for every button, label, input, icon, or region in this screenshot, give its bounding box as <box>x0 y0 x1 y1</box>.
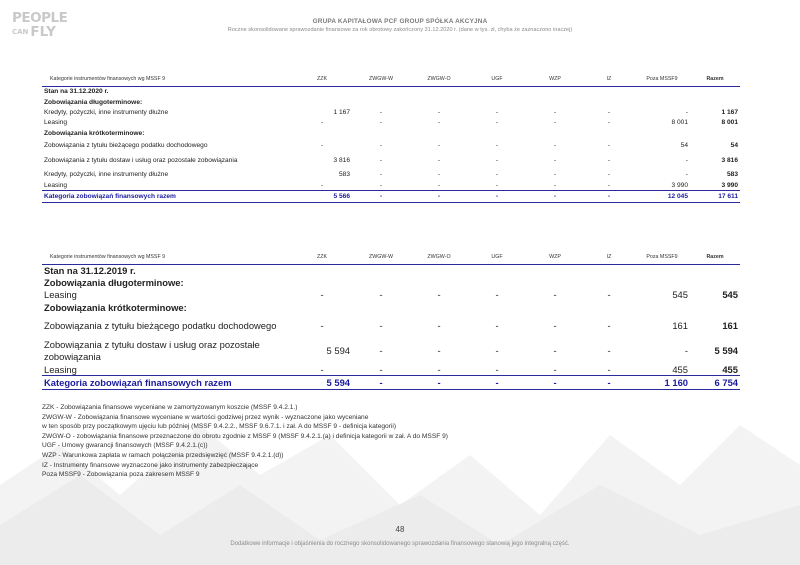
row-label: Leasing <box>44 363 77 375</box>
cell-total: 3 990 <box>721 181 738 189</box>
cell-ugf: - <box>495 171 499 179</box>
cell-zzk: 5 594 <box>292 376 352 389</box>
cell-zwgw-w: - <box>352 191 410 202</box>
row-label: Zobowiązania z tytułu bieżącego podatku dochodowego <box>44 319 277 331</box>
cell-zwgw-o: - <box>437 108 441 116</box>
cell-ugf: - <box>495 141 499 149</box>
cell-wzp: - <box>553 157 557 165</box>
cell-zzk: - <box>320 181 324 189</box>
cell-poza: 3 990 <box>671 181 688 189</box>
cell-poza: 54 <box>680 141 688 149</box>
cell-iz: - <box>584 191 634 202</box>
row-label: Zobowiązania z tytułu dostaw i usług oraz pozostałe zobowiązania <box>44 156 238 164</box>
row-label: Leasing <box>44 119 68 127</box>
header-cell: Poza MSSF9 <box>634 72 690 86</box>
cell-zwgw-o: - <box>437 289 441 301</box>
cell-iz: - <box>607 108 611 116</box>
cell-poza: - <box>684 345 688 357</box>
cell-iz: - <box>607 171 611 179</box>
table-row <box>42 138 740 152</box>
cell-iz: - <box>607 181 611 189</box>
section-label: Zobowiązania długoterminowe: <box>44 277 184 289</box>
cell-wzp: - <box>553 289 557 301</box>
cell-wzp: - <box>553 119 557 127</box>
company-name: GRUPA KAPITAŁOWA PCF GROUP SPÓŁKA AKCYJNA <box>312 18 488 25</box>
cell-wzp: - <box>553 345 557 357</box>
cell-zwgw-w: - <box>379 108 383 116</box>
header-cell: ZWGW-W <box>352 251 410 264</box>
row-label: Kredyty, pożyczki, inne instrumenty dłużne <box>44 171 169 179</box>
cell-wzp: - <box>526 376 584 389</box>
cell-zzk: 583 <box>338 171 350 179</box>
cell-zwgw-o: - <box>410 191 468 202</box>
cell-ugf: - <box>495 289 499 301</box>
cell-total: 5 594 <box>714 345 738 357</box>
cell-zwgw-o: - <box>437 119 441 127</box>
liabilities-table-2020 <box>42 72 740 203</box>
row-label: Kredyty, pożyczki, inne instrumenty dłużne <box>44 108 169 116</box>
cell-poza: 8 001 <box>671 119 688 127</box>
cell-zwgw-w: - <box>352 376 410 389</box>
cell-zwgw-o: - <box>437 181 441 189</box>
report-subtitle: Roczne skonsolidowane sprawozdanie finansowe za rok obrotowy zakończony 31.12.2020 r. (dane w tys. zł, chyba że zaznaczono inaczej) <box>227 27 573 33</box>
header-cell: ZWGW-O <box>410 251 468 264</box>
cell-iz: - <box>607 345 611 357</box>
cell-iz: - <box>607 119 611 127</box>
logo-line-1: PEOPLE <box>12 10 68 26</box>
cell-ugf: - <box>495 320 499 332</box>
cell-zwgw-o: - <box>437 320 441 332</box>
cell-zwgw-w: - <box>379 171 383 179</box>
cell-poza: - <box>685 108 688 116</box>
row-label: Leasing <box>44 181 68 189</box>
header-cell: IZ <box>584 251 634 264</box>
logo-line-3: FLY <box>30 24 56 40</box>
cell-zwgw-w: - <box>379 320 383 332</box>
cell-ugf: - <box>495 157 499 165</box>
cell-wzp: - <box>553 171 557 179</box>
cell-zzk: 3 816 <box>333 157 350 165</box>
cell-wzp: - <box>553 363 557 375</box>
cell-zzk: - <box>320 119 324 127</box>
header-cell: WZP <box>526 251 584 264</box>
legend-item: WZP - Warunkowa zapłata w ramach połączenia przedsięwzięć (MSSF 9.4.2.1.(d)) <box>42 451 284 459</box>
cell-total: 583 <box>726 171 738 179</box>
cell-iz: - <box>607 141 611 149</box>
cell-total: 455 <box>722 363 738 375</box>
legend-item: IZ - Instrumenty finansowe wyznaczone jako instrumenty zabezpieczające <box>42 461 259 469</box>
cell-zzk: 1 167 <box>333 108 350 116</box>
cell-zwgw-w: - <box>379 141 383 149</box>
cell-poza: 545 <box>672 289 688 301</box>
table-header-row <box>42 72 740 86</box>
cell-zwgw-o: - <box>437 157 441 165</box>
header-cell: ZZK <box>292 251 352 264</box>
header-cell: ZWGW-O <box>410 72 468 86</box>
header-cell: Poza MSSF9 <box>634 251 690 264</box>
cell-wzp: - <box>553 108 557 116</box>
cell-zwgw-w: - <box>379 363 383 375</box>
cell-zwgw-w: - <box>379 157 383 165</box>
cell-ugf: - <box>495 181 499 189</box>
cell-iz: - <box>607 363 611 375</box>
cell-iz: - <box>584 376 634 389</box>
cell-poza: 1 160 <box>634 376 690 389</box>
cell-total: 161 <box>722 320 738 332</box>
table-row <box>42 152 740 169</box>
cell-ugf: - <box>468 376 526 389</box>
section-label: Zobowiązania krótkoterminowe: <box>44 129 145 137</box>
page-number: 48 <box>395 525 405 534</box>
total-row <box>42 376 740 389</box>
total-label: Kategoria zobowiązań finansowych razem <box>42 376 292 389</box>
logo-line-2: CAN <box>12 28 29 36</box>
cell-total: 8 001 <box>721 119 738 127</box>
page-footer: Dodatkowe informacje i objaśnienia do rocznego skonsolidowanego sprawozdania finansowego stanowią jego integralną część. <box>230 541 570 547</box>
legend-item: w ten sposób przy początkowym ujęciu lub później (MSSF 9.4.2.2., MSSF 9.6.7.1. i zał. A do MSSF 9 - definicja kategorii) <box>42 423 397 431</box>
row-label: Zobowiązania z tytułu bieżącego podatku dochodowego <box>44 141 208 149</box>
cell-zwgw-w: - <box>379 181 383 189</box>
cell-wzp: - <box>526 191 584 202</box>
legend-item: UGF - Umowy gwarancji finansowych (MSSF 9.4.2.1.(c)) <box>42 442 208 450</box>
cell-total: 6 754 <box>690 376 740 389</box>
page-header <box>0 18 800 33</box>
header-cell: Kategorie instrumentów finansowych wg MSSF 9 <box>42 72 292 86</box>
table-row <box>42 313 740 338</box>
cell-poza: - <box>685 157 688 165</box>
cell-poza: 161 <box>672 320 688 332</box>
state-label: Stan na 31.12.2019 r. <box>44 265 136 277</box>
cell-wzp: - <box>553 141 557 149</box>
cell-iz: - <box>607 289 611 301</box>
total-label: Kategoria zobowiązań finansowych razem <box>42 191 292 202</box>
legend-item: Poza MSSF9 - Zobowiązania poza zakresem MSSF 9 <box>42 471 200 479</box>
header-cell: Razem <box>690 72 740 86</box>
cell-poza: - <box>685 171 688 179</box>
cell-zwgw-o: - <box>410 376 468 389</box>
section-label: Zobowiązania krótkoterminowe: <box>44 301 187 313</box>
table-header-row <box>42 251 740 264</box>
cell-zwgw-o: - <box>437 141 441 149</box>
cell-ugf: - <box>495 345 499 357</box>
cell-wzp: - <box>553 320 557 332</box>
table-row <box>42 107 740 117</box>
table-row <box>42 118 740 128</box>
cell-ugf: - <box>495 363 499 375</box>
table-row <box>42 289 740 301</box>
header-cell: Razem <box>690 251 740 264</box>
liabilities-table-2019 <box>42 251 740 390</box>
table-row <box>42 338 740 363</box>
cell-iz: - <box>607 157 611 165</box>
header-cell: ZWGW-W <box>352 72 410 86</box>
cell-wzp: - <box>553 181 557 189</box>
legend-item: ZZK - Zobowiązania finansowe wyceniane w zamortyzowanym koszcie (MSSF 9.4.2.1.) <box>42 404 298 411</box>
header-cell: IZ <box>584 72 634 86</box>
cell-total: 17 611 <box>690 191 740 202</box>
state-label: Stan na 31.12.2020 r. <box>44 88 109 96</box>
row-label: Leasing <box>44 289 77 301</box>
header-cell: ZZK <box>292 72 352 86</box>
cell-zwgw-o: - <box>437 171 441 179</box>
cell-total: 54 <box>730 141 738 149</box>
header-cell: UGF <box>468 251 526 264</box>
cell-zwgw-w: - <box>379 289 383 301</box>
cell-total: 3 816 <box>721 157 738 165</box>
row-label: Zobowiązania z tytułu dostaw i usług oraz pozostałe zobowiązania <box>44 338 260 362</box>
table-row <box>42 180 740 191</box>
header-cell: WZP <box>526 72 584 86</box>
cell-total: 545 <box>722 289 738 301</box>
cell-iz: - <box>607 320 611 332</box>
cell-zwgw-w: - <box>379 345 383 357</box>
table-row <box>42 363 740 376</box>
legend-item: ZWGW-W - Zobowiązania finansowe wyceniane w wartości godziwej przez wynik - wyznaczone jako wyceniane <box>42 413 369 421</box>
cell-zzk: - <box>320 289 324 301</box>
cell-zzk: - <box>320 320 324 332</box>
cell-poza: 455 <box>672 363 688 375</box>
cell-zzk: - <box>320 141 324 149</box>
legend-item: ZWGW-O - zobowiązania finansowe przeznaczone do obrotu zgodnie z MSSF 9 (MSSF 9.4.2.1.(a) i definicja kategorii w zał. A do MSSF 9) <box>42 432 448 440</box>
cell-ugf: - <box>468 191 526 202</box>
header-cell: UGF <box>468 72 526 86</box>
cell-total: 1 167 <box>721 108 738 116</box>
cell-zzk: - <box>320 363 324 375</box>
total-row <box>42 191 740 202</box>
cell-ugf: - <box>495 119 499 127</box>
cell-ugf: - <box>495 108 499 116</box>
abbreviations-legend <box>42 403 448 480</box>
header-cell: Kategorie instrumentów finansowych wg MSSF 9 <box>42 251 292 264</box>
cell-zzk: 5 566 <box>292 191 352 202</box>
cell-zwgw-o: - <box>437 345 441 357</box>
cell-zzk: 5 594 <box>326 345 350 357</box>
cell-zwgw-o: - <box>437 363 441 375</box>
table-row <box>42 169 740 179</box>
cell-zwgw-w: - <box>379 119 383 127</box>
section-label: Zobowiązania długoterminowe: <box>44 98 143 106</box>
cell-poza: 12 045 <box>634 191 690 202</box>
